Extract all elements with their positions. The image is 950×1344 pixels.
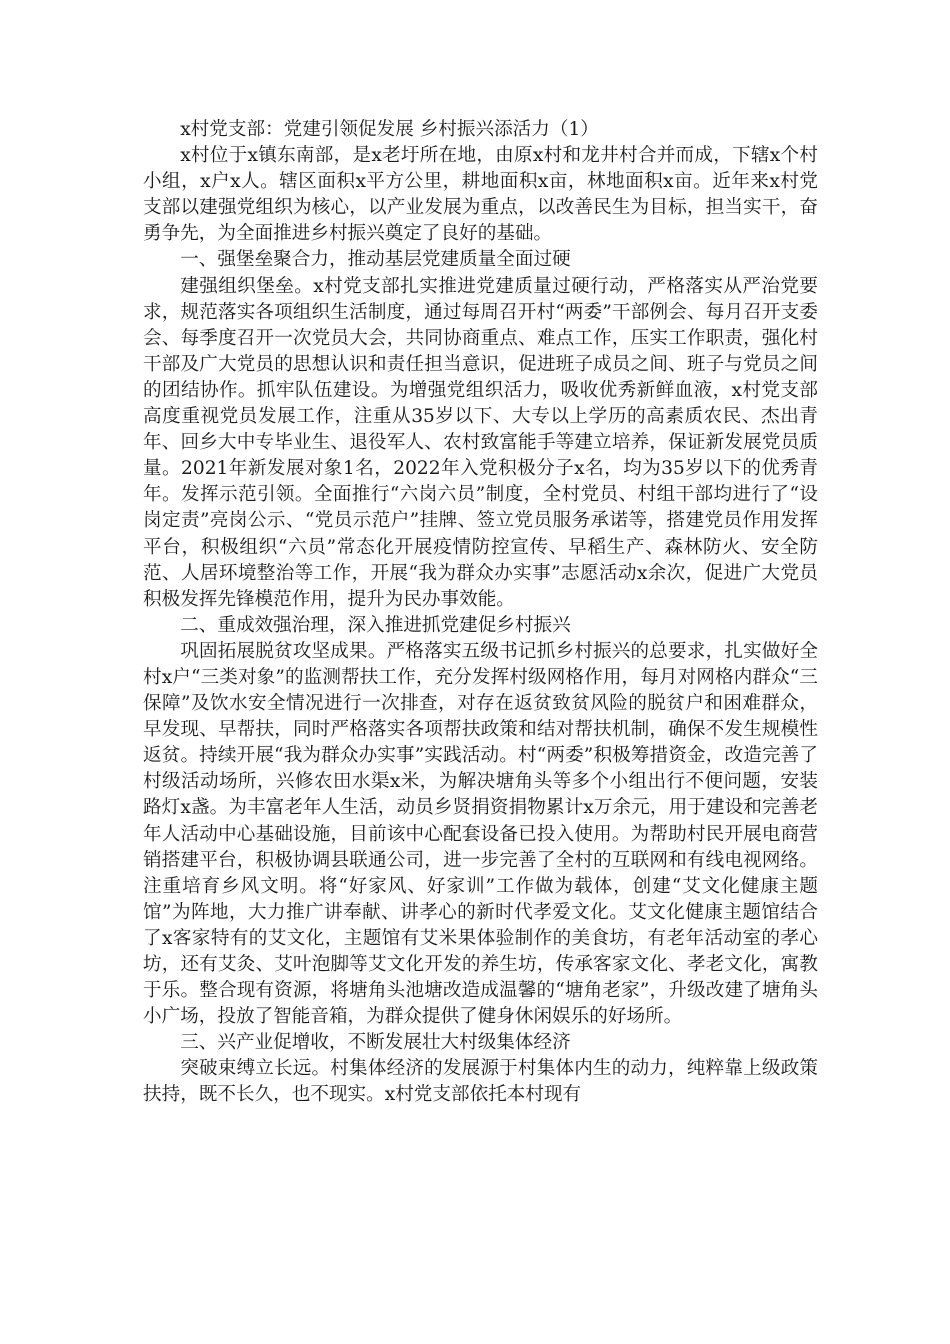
paragraph-section-1: 建强组织堡垒。x村党支部扎实推进党建质量过硬行动，严格落实从严治党要求，规范落实各项组织生活制度，通过每周召开村“两委”干部例会、每月召开支委会、每季度召开一次党员大会，共同协商重点、难点工作，压实工作职责，强化村干部及广大党员的思想认识和责任担当意识，促进班子成员之间、班子与党员之间的团结协作。抓牢队伍建设。为增强党组织活力，吸收优秀新鲜血液，x村党支部高度重视党员发展工作，注重从35岁以下、大专以上学历的高素质农民、杰出青年、回乡大中专毕业生、退役军人、农村致富能手等建立培养，保证新发展党员质量。2021年新发展对象1名，2022年入党积极分子x名，均为35岁以下的优秀青年。发挥示范引领。全面推行“六岗六员”制度，全村党员、村组干部均进行了“设岗定责”亮岗公示、“党员示范户”挂牌、签立党员服务承诺等，搭建党员作用发挥平台，积极组织“六员”常态化开展疫情防控宣传、早稻生产、森林防火、安全防范、人居环境整治等工作，开展“我为群众办实事”志愿活动x余次，促进广大党员积极发挥先锋模范作用，提升为民办事效能。 (143, 275, 818, 610)
section-heading-3: 三、兴产业促增收，不断发展壮大村级集体经济 (180, 1032, 571, 1054)
document-page (143, 117, 818, 1109)
paragraph-section-2: 巩固拓展脱贫攻坚成果。严格落实五级书记抓乡村振兴的总要求，扎实做好全村x户“三类对象”的监测帮扶工作，充分发挥村级网格作用，每月对网格内群众“三保障”及饮水安全情况进行一次排查，对存在返贫致贫风险的脱贫户和困难群众，早发现、早帮扶，同时严格落实各项帮扶政策和结对帮扶机制，确保不发生规模性返贫。持续开展“我为群众办实事”实践活动。村“两委”积极筹措资金，改造完善了村级活动场所，兴修农田水渠x米，为解决塘角头等多个小组出行不便问题，安装路灯x盏。为丰富老年人生活，动员乡贤捐资捐物累计x万余元，用于建设和完善老年人活动中心基础设施，目前该中心配套设备已投入使用。为帮助村民开展电商营销搭建平台，积极协调县联通公司，进一步完善了全村的互联网和有线电视网络。注重培育乡风文明。将“好家风、好家训”工作做为载体，创建“艾文化健康主题馆”为阵地，大力推广讲奉献、讲孝心的新时代孝爱文化。艾文化健康主题馆结合了x客家特有的艾文化，主题馆有艾米果体验制作的美食坊，有老年活动室的孝心坊，还有艾灸、艾叶泡脚等艾文化开发的养生坊，传承客家文化、孝老文化，寓教于乐。整合现有资源，将塘角头池塘改造成温馨的“塘角老家”，升级改建了塘角头小广场，投放了智能音箱，为群众提供了健身休闲娱乐的好场所。 (143, 640, 818, 1028)
paragraph-intro: x村位于x镇东南部，是x老圩所在地，由原x村和龙井村合并而成，下辖x个村小组，x户x人。辖区面积x平方公里，耕地面积x亩，林地面积x亩。近年来x村党支部以建强党组织为核心，以产业发展为重点，以改善民生为目标，担当实干，奋勇争先，为全面推进乡村振兴奠定了良好的基础。 (143, 145, 818, 245)
document-title: x村党支部：党建引领促发展 乡村振兴添活力（1） (180, 119, 599, 140)
paragraph-section-3: 突破束缚立长远。村集体经济的发展源于村集体内生的动力，纯粹靠上级政策扶持，既不长久，也不现实。x村党支部依托本村现有 (143, 1058, 818, 1106)
section-heading-2: 二、重成效强治理，深入推进抓党建促乡村振兴 (180, 614, 571, 636)
section-heading-1: 一、强堡垒聚合力，推动基层党建质量全面过硬 (180, 249, 571, 271)
